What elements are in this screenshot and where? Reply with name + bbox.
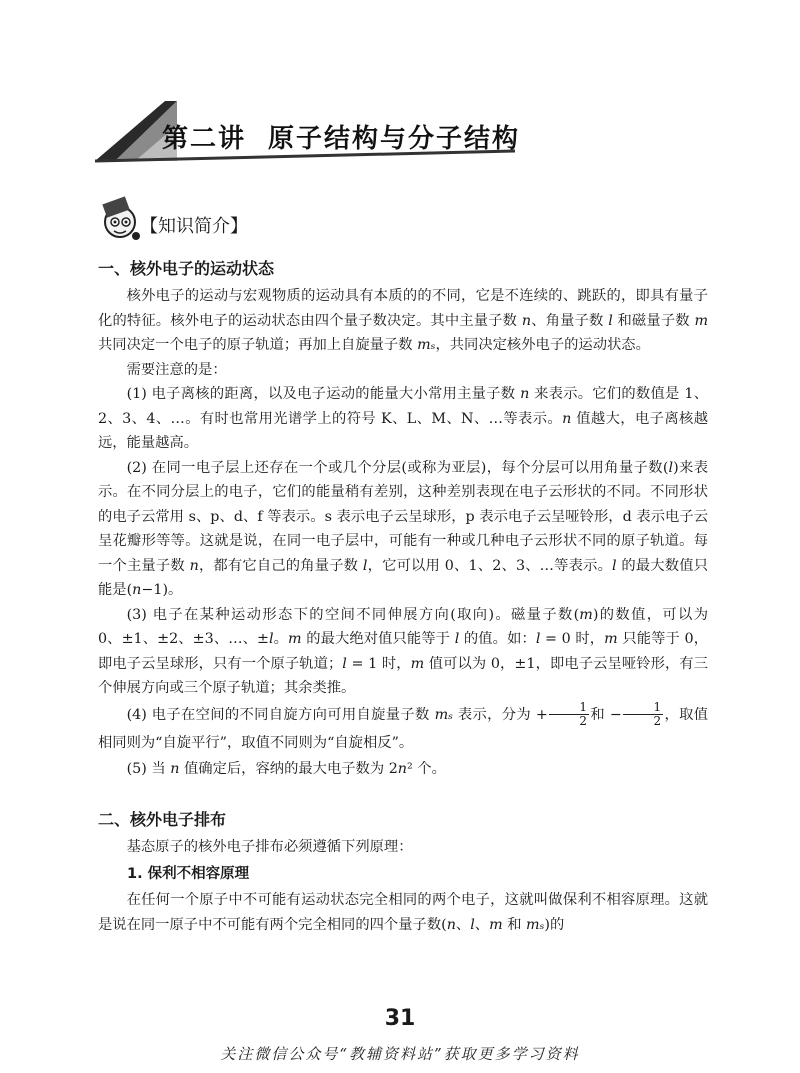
page-number: 31 xyxy=(384,1006,416,1031)
item-1: (1) 电子离核的距离，以及电子运动的能量大小常用主量子数 n 来表示。它们的数值是 1、2、3、4、…。有时也常用光谱学上的符号 K、L、M、N、…等表示。n 值越大，电子离核越远，能量越高。 xyxy=(98,386,709,451)
mascot-icon xyxy=(96,196,144,244)
knowledge-intro-label: 【知识简介】 xyxy=(140,216,248,237)
footer-note: 关注微信公众号“教辅资料站”获取更多学习资料 xyxy=(220,1045,580,1063)
lecture-title: 原子结构与分子结构 xyxy=(268,124,521,154)
section1-paragraph: 核外电子的运动与宏观物质的运动具有本质的的不同，它是不连续的、跳跃的，即具有量子化的特征。核外电子的运动状态由四个量子数决定。其中主量子数 n、角量子数 l 和磁量子数 m 共同决定一个电子的原子轨道；再加上自旋量子数 mₛ，共同决定核外电子的运动状态。 xyxy=(98,288,708,353)
section1-heading: 一、核外电子的运动状态 xyxy=(98,259,275,278)
section2-heading: 二、核外电子排布 xyxy=(98,810,227,829)
fraction-half: $\frac{1}{2}$ xyxy=(623,701,663,728)
chapter-title xyxy=(162,118,520,155)
item-3: (3) 电子在某种运动形态下的空间不同伸展方向(取向)。磁量子数(m)的数值，可以为 0、±1、±2、±3、…、±l。m 的最大绝对值只能等于 l 的值。如：l = 0 时，m 只能等于 0，即电子云呈球形，只有一个原子轨道；l = 1 时，m 值可以为 0，±1，即电子云呈哑铃形，有三个伸展方向或三个原子轨道；其余类推。 xyxy=(98,606,709,696)
item-2: (2) 在同一电子层上还存在一个或几个分层(或称为亚层)，每个分层可以用角量子数(l)来表示。在不同分层上的电子，它们的能量稍有差别，这种差别表现在电子云形状的不同。不同形状的电子云常用 s、p、d、f 等表示。s 表示电子云呈球形，p 表示电子云呈哑铃形，d 表示电子云呈花瓣形等等。这就是说，在同一电子层中，可能有一种或几种电子云形状不同的原子轨道。每一个主量子数 n，都有它自己的角量子数 l，它可以用 0、1、2、3、…等表示。l 的最大数值只能是(n−1)。 xyxy=(98,459,709,598)
pauli-paragraph: 在任何一个原子中不可能有运动状态完全相同的两个电子，这就叫做保利不相容原理。这就是说在同一原子中不可能有两个完全相同的四个量子数(n、l、m 和 mₛ)的 xyxy=(98,892,708,933)
fraction-half: $\frac{1}{2}$ xyxy=(549,701,589,728)
section2-intro: 基态原子的核外电子排布必须遵循下列原理： xyxy=(126,839,413,855)
item-5: (5) 当 n 值确定后，容纳的最大电子数为 2n² 个。 xyxy=(126,760,446,777)
lecture-number: 第二讲 xyxy=(162,124,247,154)
main-content xyxy=(98,256,708,937)
item-4: (4) 电子在空间的不同自旋方向可用自旋量子数 mₛ 表示，分为 + $\frac{1}{2}$ 和 − $\frac{1}{2}$ ，取值相同则为“自旋平行”，取值不同则为“自旋相反”。 xyxy=(98,700,709,751)
note-line: 需要注意的是： xyxy=(126,361,227,378)
pauli-principle-heading: 1. 保利不相容原理 xyxy=(127,865,250,882)
